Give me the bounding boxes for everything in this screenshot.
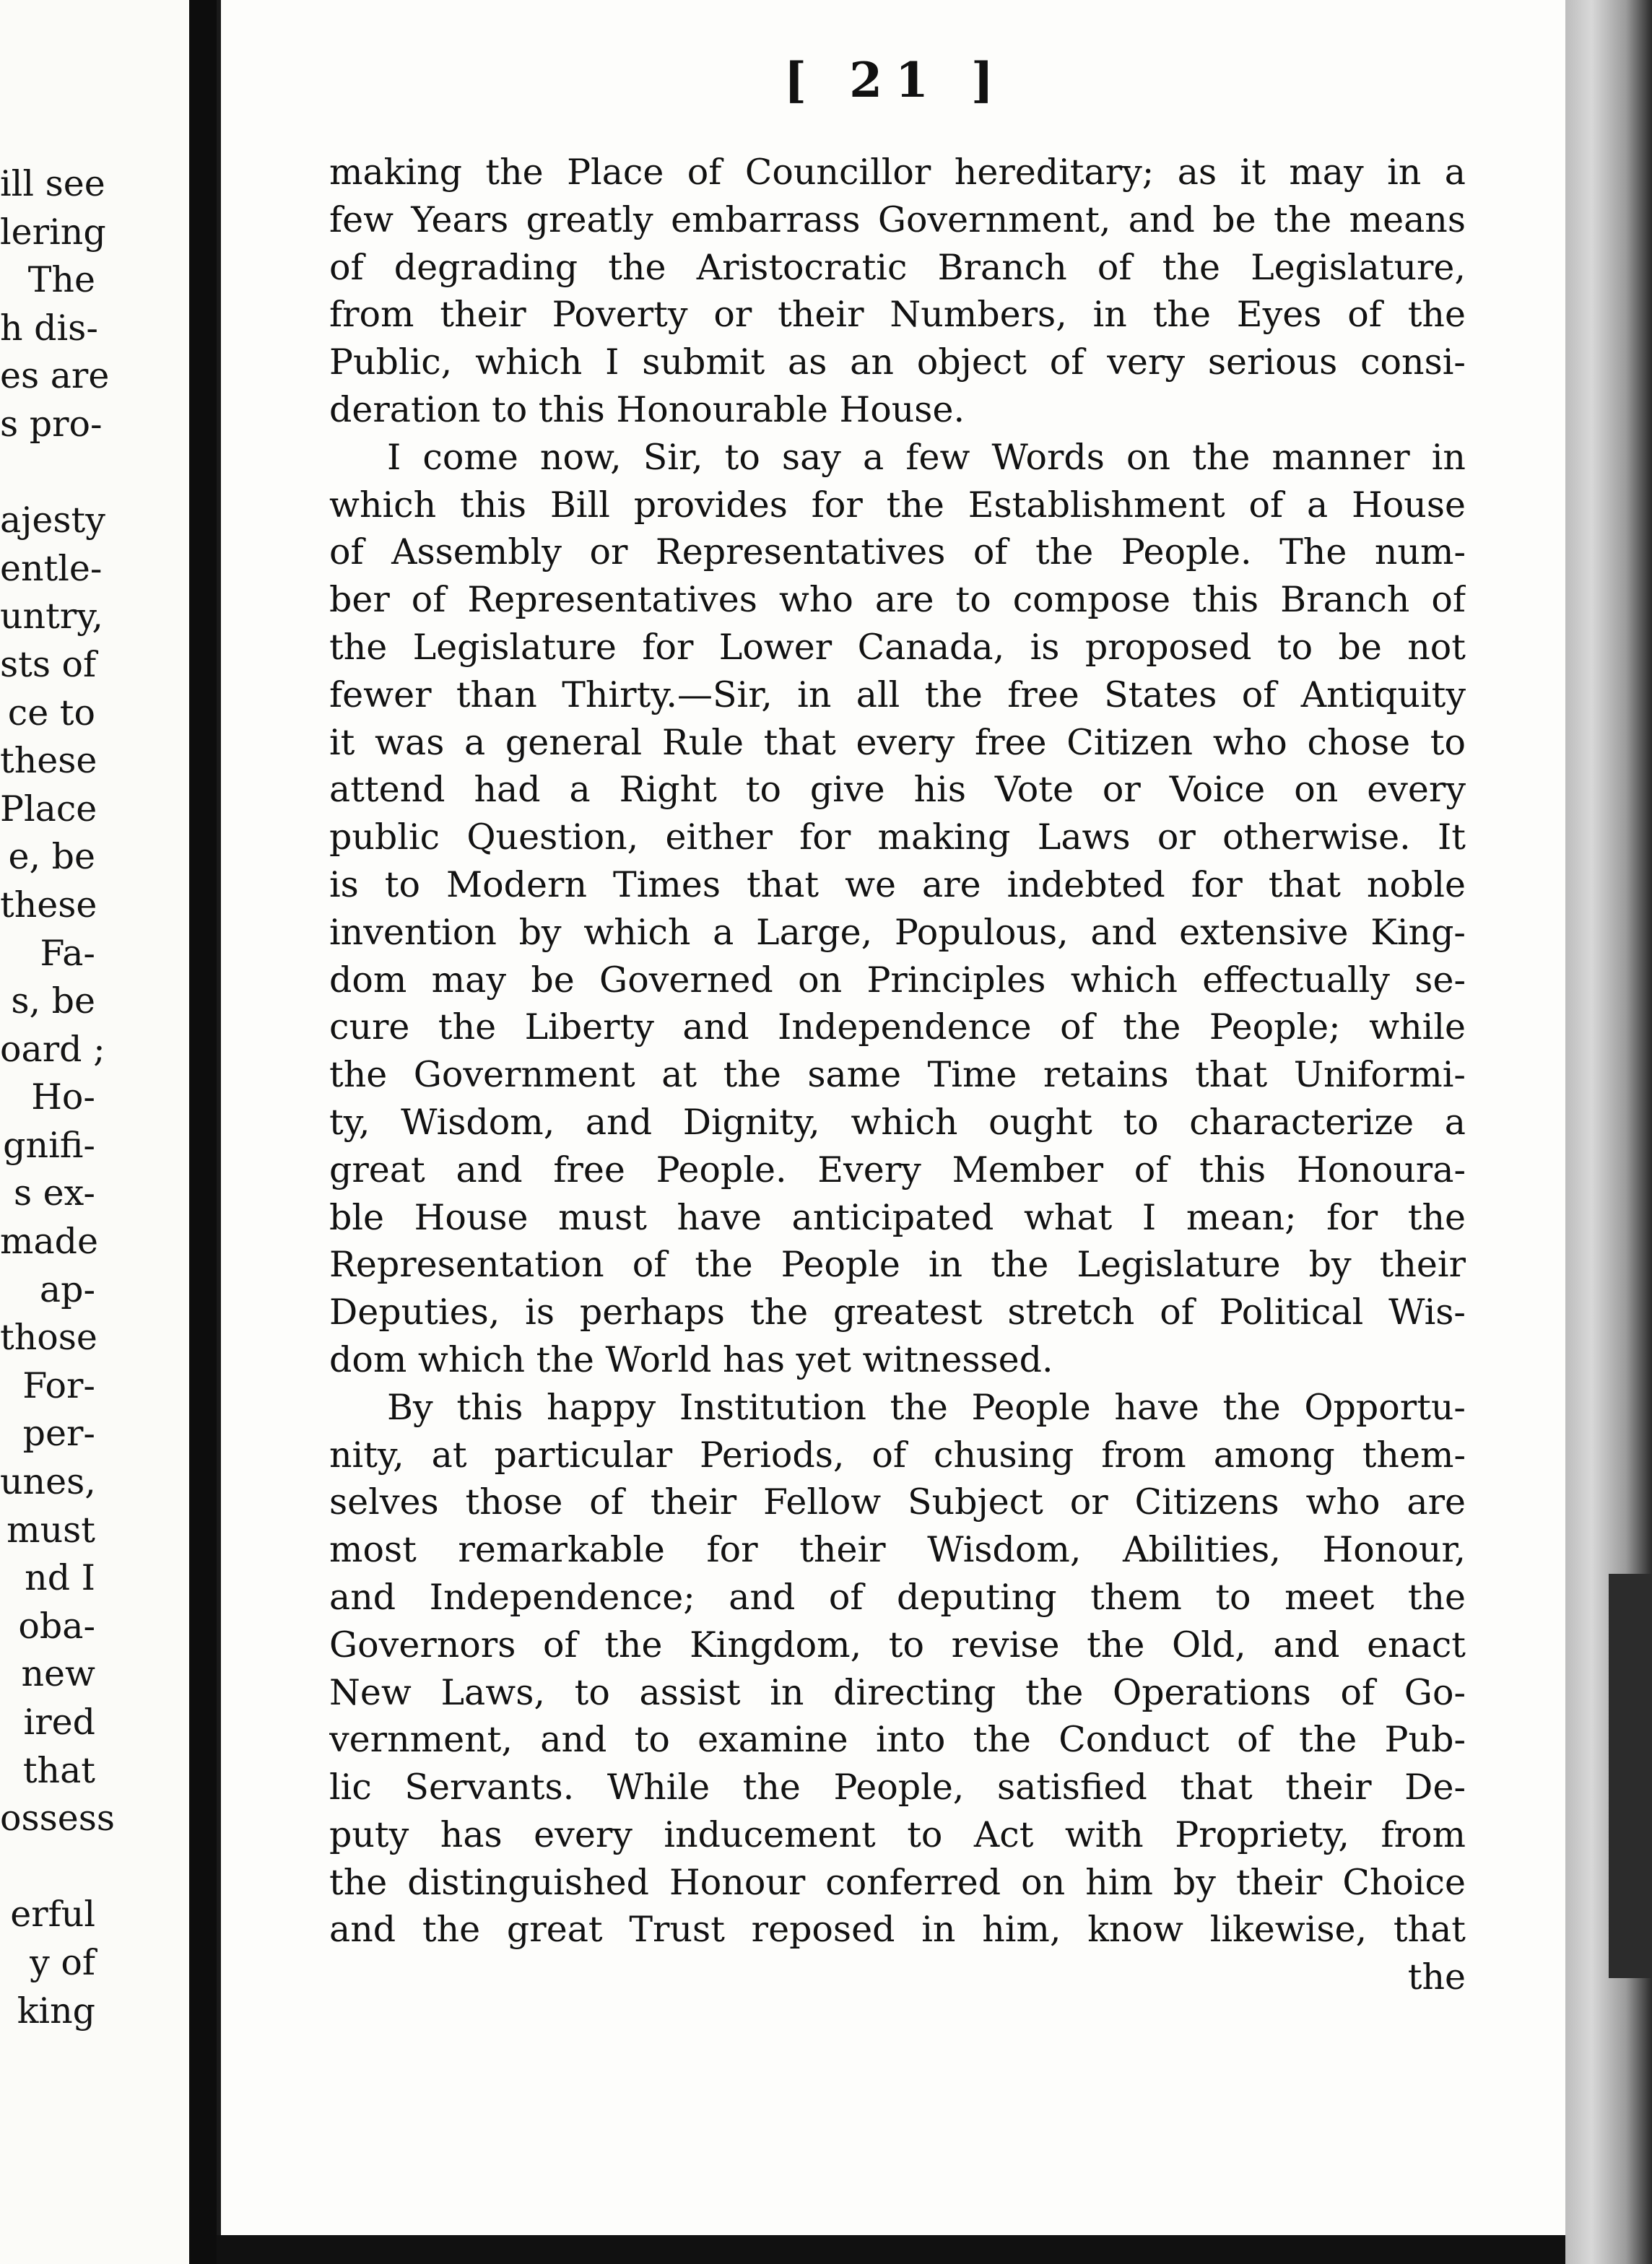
text-line: Public, which I submit as an object of very serious consi-	[329, 341, 1466, 383]
text-line: Governors of the Kingdom, to revise the Old, and enact	[329, 1624, 1466, 1666]
text-line: making the Place of Councillor hereditary; as it may in a	[329, 152, 1466, 193]
text-line: of degrading the Aristocratic Branch of the Legislature,	[329, 246, 1466, 288]
left-line: entle-	[0, 547, 103, 589]
left-line: those	[0, 1317, 97, 1359]
left-line: Ho-	[31, 1076, 95, 1118]
text-line: New Laws, to assist in directing the Operations of Go-	[329, 1671, 1466, 1713]
left-line: unes,	[0, 1461, 96, 1503]
left-line: e, be	[8, 836, 95, 878]
left-line: lering	[0, 211, 106, 253]
left-line	[0, 449, 189, 497]
text-line: the distinguished Honour conferred on him by their Choice	[329, 1861, 1466, 1903]
left-line: per-	[22, 1413, 95, 1455]
text-line: from their Poverty or their Numbers, in the Eyes of the	[329, 294, 1466, 336]
left-line: these	[0, 884, 97, 926]
left-line: s pro-	[0, 403, 103, 445]
text-line: Deputies, is perhaps the greatest stretch of Political Wis-	[329, 1292, 1466, 1333]
left-line: Place	[0, 788, 97, 830]
page-edge-dark-band	[1609, 1574, 1652, 1978]
paragraph	[329, 434, 1466, 1384]
left-line: king	[17, 1990, 95, 2032]
text-line: dom which the World has yet witnessed.	[329, 1338, 1053, 1380]
text-line: lic Servants. While the People, satisfied that their De-	[329, 1767, 1466, 1808]
left-line: ce to	[7, 692, 95, 733]
text-line: the Government at the same Time retains that Uniformi-	[329, 1054, 1466, 1096]
left-line: ossess	[0, 1798, 116, 1840]
left-facing-page	[0, 0, 189, 2264]
left-line	[0, 1843, 189, 1891]
page-bottom-border	[217, 2235, 1565, 2264]
left-line: sts of	[0, 643, 97, 685]
paragraph	[329, 1384, 1466, 1954]
text-line: and Independence; and of deputing them to meet the	[329, 1576, 1466, 1618]
text-line: it was a general Rule that every free Citizen who chose to	[329, 721, 1466, 763]
text-line: nity, at particular Periods, of chusing from among them-	[329, 1434, 1466, 1476]
text-line: Representation of the People in the Legislature by their	[329, 1244, 1466, 1286]
left-line: h dis-	[0, 307, 98, 349]
left-page-text	[0, 160, 189, 2035]
left-line: oba-	[18, 1605, 95, 1647]
left-line: y of	[30, 1941, 95, 1983]
text-line: of Assembly or Representatives of the People. The num-	[329, 531, 1466, 573]
left-line: ajesty	[0, 500, 105, 541]
text-line: By this happy Institution the People have the Opportu-	[387, 1386, 1466, 1428]
left-line: oard ;	[0, 1028, 105, 1070]
text-line: most remarkable for their Wisdom, Abilities, Honour,	[329, 1529, 1466, 1571]
left-line: new	[21, 1653, 95, 1695]
text-line: puty has every inducement to Act with Propriety, from	[329, 1814, 1466, 1855]
book-gutter	[189, 0, 217, 2264]
text-line: selves those of their Fellow Subject or Citizens who are	[329, 1481, 1466, 1523]
left-line: ired	[23, 1702, 95, 1743]
text-line: and the great Trust reposed in him, know likewise, that	[329, 1909, 1466, 1951]
catchword: the	[1407, 1956, 1466, 1998]
left-line: must	[6, 1509, 95, 1551]
text-line: is to Modern Times that we are indebted for that noble	[329, 863, 1466, 905]
text-line: vernment, and to examine into the Conduct of the Pub-	[329, 1719, 1466, 1761]
page-number: [ 21 ]	[783, 52, 1007, 108]
text-line: the Legislature for Lower Canada, is proposed to be not	[329, 626, 1466, 668]
left-line: es are	[0, 355, 110, 397]
text-line: dom may be Governed on Principles which effectually se-	[329, 959, 1466, 1001]
left-line: Fa-	[40, 932, 95, 974]
text-line: ble House must have anticipated what I mean; for the	[329, 1196, 1466, 1238]
text-line: invention by which a Large, Populous, and extensive King-	[329, 911, 1466, 953]
text-line: fewer than Thirty.—Sir, in all the free States of Antiquity	[329, 674, 1466, 715]
left-line: s, be	[11, 980, 95, 1022]
text-line: deration to this Honourable House.	[329, 388, 965, 430]
left-line: made	[0, 1221, 99, 1263]
text-line: great and free People. Every Member of this Honoura-	[329, 1149, 1466, 1190]
left-line: untry,	[0, 596, 103, 637]
left-line: For-	[22, 1364, 95, 1406]
text-line: I come now, Sir, to say a few Words on the manner in	[387, 436, 1466, 478]
left-line: s ex-	[13, 1172, 95, 1214]
text-line: cure the Liberty and Independence of the People; while	[329, 1006, 1466, 1048]
main-page	[217, 0, 1570, 2235]
text-line: ty, Wisdom, and Dignity, which ought to characterize a	[329, 1101, 1466, 1143]
left-line: gnifi-	[3, 1124, 95, 1166]
text-line: public Question, either for making Laws or otherwise. It	[329, 817, 1466, 858]
left-line: ap-	[39, 1268, 95, 1310]
text-line: few Years greatly embarrass Government, and be the means	[329, 199, 1466, 240]
paragraph	[329, 149, 1466, 434]
left-line: that	[22, 1749, 95, 1791]
left-line: The	[27, 259, 95, 301]
left-line: erful	[10, 1894, 95, 1936]
left-line: ill see	[0, 163, 105, 204]
text-line: attend had a Right to give his Vote or Voice on every	[329, 769, 1466, 811]
left-line: these	[0, 740, 97, 782]
left-line: nd I	[25, 1557, 95, 1599]
text-line: which this Bill provides for the Establishment of a House	[329, 484, 1466, 526]
text-line: ber of Representatives who are to compose this Branch of	[329, 579, 1466, 621]
body-text	[329, 149, 1466, 2001]
